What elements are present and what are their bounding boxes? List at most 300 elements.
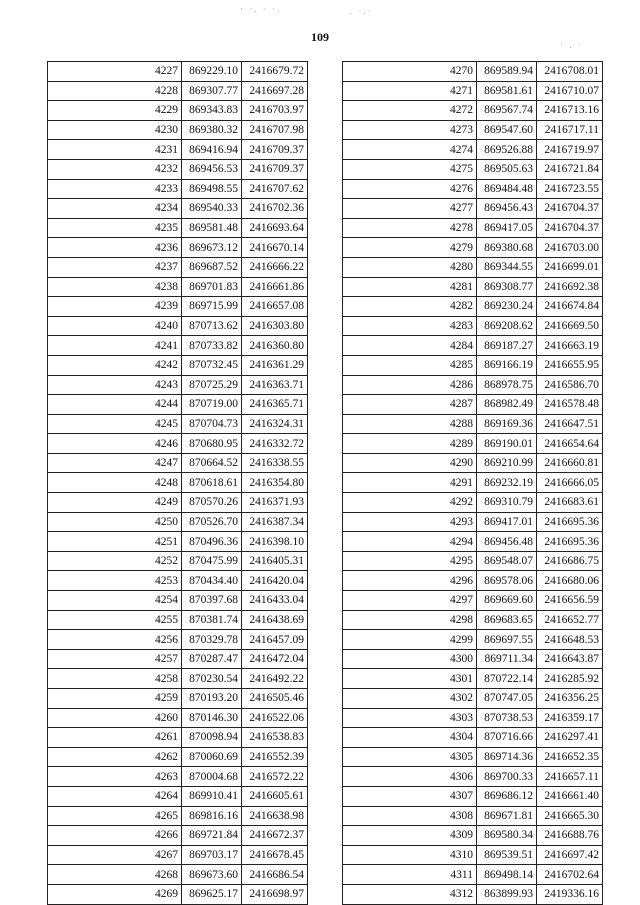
x-coordinate-cell: 870618.61 [182,473,242,493]
y-coordinate-cell: 2416688.76 [537,826,603,846]
x-coordinate-cell: 869548.07 [477,551,537,571]
point-number-cell: 4236 [48,238,182,258]
y-coordinate-cell: 2416695.36 [537,512,603,532]
y-coordinate-cell: 2416707.98 [242,120,308,140]
point-number-cell: 4299 [343,630,477,650]
x-coordinate-cell: 869232.19 [477,473,537,493]
table-row [343,493,603,513]
y-coordinate-cell: 2416420.04 [242,571,308,591]
x-coordinate-cell: 869344.55 [477,257,537,277]
x-coordinate-cell: 869581.48 [182,218,242,238]
x-coordinate-cell: 869673.60 [182,865,242,885]
table-row [48,473,308,493]
y-coordinate-cell: 2416586.70 [537,375,603,395]
x-coordinate-cell: 870664.52 [182,453,242,473]
table-row [343,610,603,630]
table-row [343,120,603,140]
y-coordinate-cell: 2416707.62 [242,179,308,199]
table-row [48,512,308,532]
table-row [343,884,603,904]
table-row [48,786,308,806]
point-number-cell: 4310 [343,845,477,865]
table-row [343,630,603,650]
point-number-cell: 4282 [343,297,477,317]
y-coordinate-cell: 2416655.95 [537,355,603,375]
point-number-cell: 4281 [343,277,477,297]
table-row [48,218,308,238]
table-row [48,159,308,179]
point-number-cell: 4235 [48,218,182,238]
y-coordinate-cell: 2416703.00 [537,238,603,258]
point-number-cell: 4307 [343,786,477,806]
point-number-cell: 4258 [48,669,182,689]
x-coordinate-cell: 870716.66 [477,728,537,748]
y-coordinate-cell: 2416717.11 [537,120,603,140]
point-number-cell: 4250 [48,512,182,532]
table-row [343,355,603,375]
y-coordinate-cell: 2416697.42 [537,845,603,865]
point-number-cell: 4285 [343,355,477,375]
y-coordinate-cell: 2416699.01 [537,257,603,277]
x-coordinate-cell: 870329.78 [182,630,242,650]
point-number-cell: 4304 [343,728,477,748]
table-row [48,62,308,82]
x-coordinate-cell: 869547.60 [477,120,537,140]
y-coordinate-cell: 2416661.40 [537,786,603,806]
point-number-cell: 4270 [343,62,477,82]
y-coordinate-cell: 2416695.36 [537,532,603,552]
y-coordinate-cell: 2416683.61 [537,493,603,513]
x-coordinate-cell: 869456.53 [182,159,242,179]
table-row [48,610,308,630]
x-coordinate-cell: 869687.52 [182,257,242,277]
table-row [48,120,308,140]
table-row [48,316,308,336]
x-coordinate-cell: 869498.55 [182,179,242,199]
x-coordinate-cell: 870725.29 [182,375,242,395]
y-coordinate-cell: 2416713.16 [537,101,603,121]
table-row [343,62,603,82]
table-row [343,81,603,101]
x-coordinate-cell: 869484.48 [477,179,537,199]
x-coordinate-cell: 869669.60 [477,591,537,611]
table-row [48,179,308,199]
table-row [343,571,603,591]
y-coordinate-cell: 2416297.41 [537,728,603,748]
y-coordinate-cell: 2416387.34 [242,512,308,532]
y-coordinate-cell: 2416505.46 [242,689,308,709]
point-number-cell: 4246 [48,434,182,454]
table-row [343,375,603,395]
x-coordinate-cell: 870230.54 [182,669,242,689]
y-coordinate-cell: 2416338.55 [242,453,308,473]
point-number-cell: 4308 [343,806,477,826]
point-number-cell: 4229 [48,101,182,121]
y-coordinate-cell: 2416522.06 [242,708,308,728]
x-coordinate-cell: 869580.34 [477,826,537,846]
y-coordinate-cell: 2416669.50 [537,316,603,336]
x-coordinate-cell: 870526.70 [182,512,242,532]
point-number-cell: 4256 [48,630,182,650]
table-row [343,826,603,846]
y-coordinate-cell: 2416704.37 [537,199,603,219]
y-coordinate-cell: 2416371.93 [242,493,308,513]
x-coordinate-cell: 868978.75 [477,375,537,395]
y-coordinate-cell: 2416354.80 [242,473,308,493]
point-number-cell: 4233 [48,179,182,199]
table-row [48,571,308,591]
point-number-cell: 4264 [48,786,182,806]
table-row [343,414,603,434]
table-row [48,747,308,767]
y-coordinate-cell: 2416660.81 [537,453,603,473]
table-row [48,414,308,434]
x-coordinate-cell: 870434.40 [182,571,242,591]
x-coordinate-cell: 869380.32 [182,120,242,140]
point-number-cell: 4309 [343,826,477,846]
x-coordinate-cell: 870397.68 [182,591,242,611]
x-coordinate-cell: 870287.47 [182,649,242,669]
point-number-cell: 4267 [48,845,182,865]
table-row [48,826,308,846]
point-number-cell: 4290 [343,453,477,473]
y-coordinate-cell: 2416666.22 [242,257,308,277]
table-row [343,179,603,199]
table-row [48,551,308,571]
x-coordinate-cell: 869625.17 [182,884,242,904]
coordinate-table-left [47,61,308,905]
y-coordinate-cell: 2416698.97 [242,884,308,904]
x-coordinate-cell: 869166.19 [477,355,537,375]
x-coordinate-cell: 869456.48 [477,532,537,552]
table-row [343,532,603,552]
x-coordinate-cell: 870747.05 [477,689,537,709]
point-number-cell: 4289 [343,434,477,454]
table-row [48,630,308,650]
y-coordinate-cell: 2416492.22 [242,669,308,689]
x-coordinate-cell: 870004.68 [182,767,242,787]
y-coordinate-cell: 2416332.72 [242,434,308,454]
point-number-cell: 4283 [343,316,477,336]
page-number: 109 [311,30,329,44]
y-coordinate-cell: 2416303.80 [242,316,308,336]
table-row [343,767,603,787]
table-row [343,689,603,709]
y-coordinate-cell: 2416702.36 [242,199,308,219]
y-coordinate-cell: 2416356.25 [537,689,603,709]
point-number-cell: 4241 [48,336,182,356]
x-coordinate-cell: 869417.05 [477,218,537,238]
y-coordinate-cell: 2416708.01 [537,62,603,82]
table-row [343,316,603,336]
point-number-cell: 4286 [343,375,477,395]
y-coordinate-cell: 2416538.83 [242,728,308,748]
table-row [343,297,603,317]
y-coordinate-cell: 2416697.28 [242,81,308,101]
table-row [343,865,603,885]
x-coordinate-cell: 869701.83 [182,277,242,297]
x-coordinate-cell: 869711.34 [477,649,537,669]
table-row [48,708,308,728]
x-coordinate-cell: 869683.65 [477,610,537,630]
x-coordinate-cell: 869540.33 [182,199,242,219]
table-row [48,767,308,787]
point-number-cell: 4228 [48,81,182,101]
x-coordinate-cell: 870496.36 [182,532,242,552]
x-coordinate-cell: 870738.53 [477,708,537,728]
y-coordinate-cell: 2416672.37 [242,826,308,846]
table-row [48,845,308,865]
x-coordinate-cell: 869498.14 [477,865,537,885]
point-number-cell: 4311 [343,865,477,885]
y-coordinate-cell: 2416719.97 [537,140,603,160]
point-number-cell: 4249 [48,493,182,513]
y-coordinate-cell: 2416710.07 [537,81,603,101]
table-row [48,669,308,689]
y-coordinate-cell: 2416398.10 [242,532,308,552]
x-coordinate-cell: 870722.14 [477,669,537,689]
x-coordinate-cell: 870475.99 [182,551,242,571]
y-coordinate-cell: 2416709.37 [242,140,308,160]
table-row [343,708,603,728]
y-coordinate-cell: 2416652.77 [537,610,603,630]
y-coordinate-cell: 2416679.72 [242,62,308,82]
table-row [343,747,603,767]
x-coordinate-cell: 869169.36 [477,414,537,434]
y-coordinate-cell: 2416405.31 [242,551,308,571]
x-coordinate-cell: 869671.81 [477,806,537,826]
y-coordinate-cell: 2416686.75 [537,551,603,571]
point-number-cell: 4298 [343,610,477,630]
x-coordinate-cell: 869567.74 [477,101,537,121]
table-row [48,728,308,748]
x-coordinate-cell: 870146.30 [182,708,242,728]
point-number-cell: 4237 [48,257,182,277]
x-coordinate-cell: 869456.43 [477,199,537,219]
y-coordinate-cell: 2416704.37 [537,218,603,238]
y-coordinate-cell: 2416652.35 [537,747,603,767]
y-coordinate-cell: 2416686.54 [242,865,308,885]
x-coordinate-cell: 869578.06 [477,571,537,591]
y-coordinate-cell: 2416360.80 [242,336,308,356]
y-coordinate-cell: 2416552.39 [242,747,308,767]
y-coordinate-cell: 2416472.04 [242,649,308,669]
y-coordinate-cell: 2416702.64 [537,865,603,885]
x-coordinate-cell: 870193.20 [182,689,242,709]
coordinate-table-right [342,61,603,905]
x-coordinate-cell: 870098.94 [182,728,242,748]
point-number-cell: 4300 [343,649,477,669]
y-coordinate-cell: 2416663.19 [537,336,603,356]
point-number-cell: 4306 [343,767,477,787]
y-coordinate-cell: 2416647.51 [537,414,603,434]
x-coordinate-cell: 869380.68 [477,238,537,258]
table-row [343,395,603,415]
x-coordinate-cell: 868982.49 [477,395,537,415]
x-coordinate-cell: 869714.36 [477,747,537,767]
table-row [343,238,603,258]
table-row [343,336,603,356]
x-coordinate-cell: 869526.88 [477,140,537,160]
table-row [343,473,603,493]
point-number-cell: 4294 [343,532,477,552]
point-number-cell: 4262 [48,747,182,767]
scan-noise: . ·.· [350,6,373,16]
table-row [48,140,308,160]
table-row [48,355,308,375]
point-number-cell: 4279 [343,238,477,258]
x-coordinate-cell: 870704.73 [182,414,242,434]
table-row [48,199,308,219]
point-number-cell: 4239 [48,297,182,317]
x-coordinate-cell: 869417.01 [477,512,537,532]
table-row [343,669,603,689]
table-row [48,865,308,885]
point-number-cell: 4238 [48,277,182,297]
point-number-cell: 4303 [343,708,477,728]
y-coordinate-cell: 2416666.05 [537,473,603,493]
point-number-cell: 4227 [48,62,182,82]
table-row [48,101,308,121]
x-coordinate-cell: 870680.95 [182,434,242,454]
x-coordinate-cell: 869416.94 [182,140,242,160]
y-coordinate-cell: 2416709.37 [242,159,308,179]
y-coordinate-cell: 2416692.38 [537,277,603,297]
y-coordinate-cell: 2416361.29 [242,355,308,375]
point-number-cell: 4277 [343,199,477,219]
point-number-cell: 4263 [48,767,182,787]
coordinate-table-body [343,62,603,905]
coordinate-table-body [48,62,308,905]
table-row [343,159,603,179]
point-number-cell: 4301 [343,669,477,689]
x-coordinate-cell: 869190.01 [477,434,537,454]
table-row [343,101,603,121]
table-row [343,434,603,454]
x-coordinate-cell: 869703.17 [182,845,242,865]
x-coordinate-cell: 869505.63 [477,159,537,179]
y-coordinate-cell: 2416578.48 [537,395,603,415]
point-number-cell: 4251 [48,532,182,552]
point-number-cell: 4276 [343,179,477,199]
x-coordinate-cell: 870732.45 [182,355,242,375]
point-number-cell: 4245 [48,414,182,434]
table-row [343,453,603,473]
x-coordinate-cell: 869715.99 [182,297,242,317]
point-number-cell: 4296 [343,571,477,591]
point-number-cell: 4231 [48,140,182,160]
point-number-cell: 4230 [48,120,182,140]
x-coordinate-cell: 870381.74 [182,610,242,630]
table-row [343,649,603,669]
x-coordinate-cell: 869539.51 [477,845,537,865]
point-number-cell: 4259 [48,689,182,709]
point-number-cell: 4284 [343,336,477,356]
x-coordinate-cell: 870719.00 [182,395,242,415]
point-number-cell: 4273 [343,120,477,140]
table-row [48,493,308,513]
y-coordinate-cell: 2416693.64 [242,218,308,238]
point-number-cell: 4252 [48,551,182,571]
y-coordinate-cell: 2416654.64 [537,434,603,454]
table-row [48,532,308,552]
point-number-cell: 4243 [48,375,182,395]
point-number-cell: 4293 [343,512,477,532]
x-coordinate-cell: 869673.12 [182,238,242,258]
table-row [343,806,603,826]
point-number-cell: 4291 [343,473,477,493]
x-coordinate-cell: 869229.10 [182,62,242,82]
point-number-cell: 4260 [48,708,182,728]
x-coordinate-cell: 869310.79 [477,493,537,513]
table-row [48,806,308,826]
table-row [48,591,308,611]
y-coordinate-cell: 2416285.92 [537,669,603,689]
table-row [343,140,603,160]
y-coordinate-cell: 2416572.22 [242,767,308,787]
point-number-cell: 4247 [48,453,182,473]
table-row [343,277,603,297]
table-row [343,551,603,571]
y-coordinate-cell: 2416670.14 [242,238,308,258]
x-coordinate-cell: 869686.12 [477,786,537,806]
table-row [48,434,308,454]
y-coordinate-cell: 2416661.86 [242,277,308,297]
table-row [343,728,603,748]
point-number-cell: 4297 [343,591,477,611]
table-row [343,257,603,277]
x-coordinate-cell: 870060.69 [182,747,242,767]
x-coordinate-cell: 863899.93 [477,884,537,904]
table-row [48,649,308,669]
x-coordinate-cell: 869721.84 [182,826,242,846]
table-row [48,297,308,317]
point-number-cell: 4266 [48,826,182,846]
y-coordinate-cell: 2416324.31 [242,414,308,434]
y-coordinate-cell: 2416703.97 [242,101,308,121]
scan-noise: · . · [560,40,583,50]
table-row [343,218,603,238]
point-number-cell: 4240 [48,316,182,336]
x-coordinate-cell: 870733.82 [182,336,242,356]
x-coordinate-cell: 869697.55 [477,630,537,650]
table-row [48,689,308,709]
y-coordinate-cell: 2416665.30 [537,806,603,826]
table-row [48,257,308,277]
x-coordinate-cell: 869208.62 [477,316,537,336]
point-number-cell: 4232 [48,159,182,179]
x-coordinate-cell: 869230.24 [477,297,537,317]
y-coordinate-cell: 2416438.69 [242,610,308,630]
point-number-cell: 4305 [343,747,477,767]
x-coordinate-cell: 869581.61 [477,81,537,101]
point-number-cell: 4248 [48,473,182,493]
table-row [48,375,308,395]
table-row [48,884,308,904]
y-coordinate-cell: 2419336.16 [537,884,603,904]
y-coordinate-cell: 2416680.06 [537,571,603,591]
point-number-cell: 4312 [343,884,477,904]
y-coordinate-cell: 2416457.09 [242,630,308,650]
point-number-cell: 4278 [343,218,477,238]
table-row [343,512,603,532]
point-number-cell: 4268 [48,865,182,885]
table-row [343,199,603,219]
table-row [48,395,308,415]
point-number-cell: 4254 [48,591,182,611]
y-coordinate-cell: 2416638.98 [242,806,308,826]
x-coordinate-cell: 869910.41 [182,786,242,806]
